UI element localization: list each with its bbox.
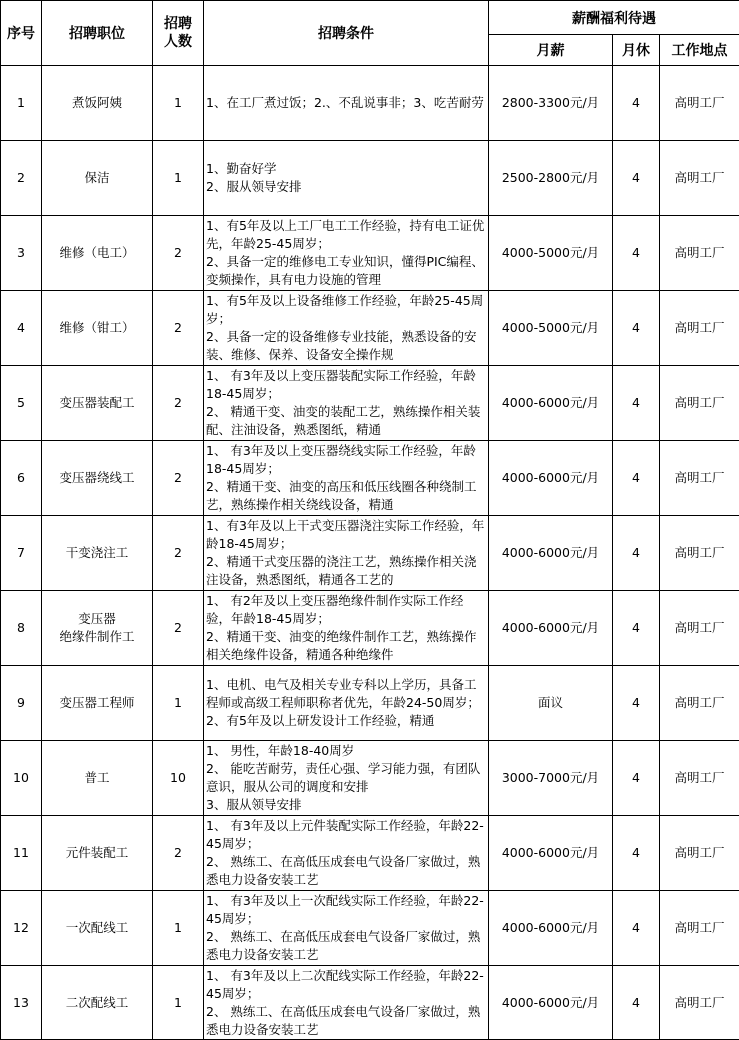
row-seq-text: 9 [17,695,25,710]
row-count-cell [153,666,204,741]
row-seq-text: 8 [17,620,25,635]
row-rest-text: 4 [632,395,640,410]
row-salary-cell [489,291,613,366]
row-location-text: 高明工厂 [674,95,725,110]
row-count-cell [153,741,204,816]
row-position-text: 一次配线工 [65,920,129,935]
row-seq-cell [1,66,42,141]
row-requirements-text: 1、有5年及以上工厂电工工作经验，持有电工证优先，年龄25-45周岁； 2、具备一定的维修电工专业知识，懂得PIC编程、变频操作，具有电力设施的管理 [206,218,485,287]
row-requirements-cell [204,966,489,1040]
row-count-text: 1 [174,170,182,185]
row-salary-cell [489,966,613,1040]
row-location-cell [660,591,739,666]
row-rest-cell [613,816,660,891]
header-position: 招聘职位 [42,1,153,66]
row-requirements-text: 1、 有3年及以上二次配线实际工作经验，年龄22-45周岁； 2、 熟练工、在高低压成套电气设备厂家做过，熟悉电力设备安装工艺 [206,967,484,1037]
row-salary-text: 4000-6000元/月 [501,920,600,935]
row-requirements-cell [204,66,489,141]
row-count-text: 1 [174,695,182,710]
row-salary-text: 面议 [537,695,563,710]
row-count-text: 2 [174,470,182,485]
row-rest-text: 4 [632,620,640,635]
row-count-text: 2 [174,395,182,410]
row-position-cell [42,141,153,216]
row-location-text: 高明工厂 [674,695,725,710]
row-salary-cell [489,66,613,141]
row-seq-cell [1,741,42,816]
header-count: 招聘 人数 [153,1,204,66]
row-seq-text: 5 [17,395,25,410]
row-requirements-text: 1、电机、电气及相关专业专科以上学历，具备工程师或高级工程师职称者优先，年龄24-50周岁； 2、有5年及以上研发设计工作经验，精通 [206,677,480,728]
row-count-text: 2 [174,245,182,260]
row-location-cell [660,291,739,366]
row-rest-text: 4 [632,695,640,710]
row-position-text: 变压器装配工 [59,395,135,410]
row-salary-text: 4000-6000元/月 [501,845,600,860]
row-count-text: 10 [170,770,186,785]
table-row [1,66,739,141]
row-seq-cell [1,516,42,591]
row-seq-text: 4 [17,320,25,335]
row-seq-cell [1,816,42,891]
row-location-cell [660,966,739,1040]
row-seq-cell [1,366,42,441]
row-seq-text: 13 [13,994,29,1010]
table-row [1,891,739,966]
row-location-text: 高明工厂 [674,770,725,785]
row-location-text: 高明工厂 [674,920,725,935]
row-requirements-text: 1、 有3年及以上变压器装配实际工作经验，年龄18-45周岁； 2、 精通干变、油变的装配工艺，熟练操作相关装配、注油设备，熟悉图纸，精通 [206,368,481,437]
row-salary-cell [489,741,613,816]
row-location-cell [660,741,739,816]
row-rest-cell [613,666,660,741]
row-requirements-text: 1、勤奋好学 2、服从领导安排 [206,161,302,194]
row-count-text: 1 [174,994,182,1010]
row-seq-text: 1 [17,95,25,110]
header-salary: 月薪 [489,35,613,66]
row-salary-text: 2500-2800元/月 [501,170,600,185]
row-requirements-cell [204,816,489,891]
row-location-cell [660,816,739,891]
row-seq-cell [1,891,42,966]
row-requirements-cell [204,141,489,216]
row-location-text: 高明工厂 [674,395,725,410]
row-position-cell [42,891,153,966]
header-requirements: 招聘条件 [204,1,489,66]
row-rest-cell [613,966,660,1040]
row-seq-cell [1,591,42,666]
row-salary-cell [489,816,613,891]
row-requirements-text: 1、 有3年及以上元件装配实际工作经验，年龄22-45周岁； 2、 熟练工、在高低压成套电气设备厂家做过，熟悉电力设备安装工艺 [206,818,484,887]
row-position-cell [42,66,153,141]
row-rest-cell [613,741,660,816]
row-rest-cell [613,891,660,966]
row-requirements-text: 1、在工厂煮过饭；2.、不乱说事非；3、吃苦耐劳 [206,95,484,110]
row-salary-cell [489,591,613,666]
row-count-cell [153,516,204,591]
row-position-cell [42,816,153,891]
row-count-text: 2 [174,845,182,860]
row-requirements-cell [204,741,489,816]
row-seq-cell [1,966,42,1040]
row-salary-text: 4000-5000元/月 [501,320,600,335]
header-rest: 月休 [613,35,660,66]
row-position-cell [42,591,153,666]
row-requirements-cell [204,666,489,741]
row-position-cell [42,741,153,816]
row-salary-cell [489,441,613,516]
row-salary-cell [489,216,613,291]
row-requirements-text: 1、 有3年及以上变压器绕线实际工作经验，年龄18-45周岁； 2、精通干变、油变的高压和低压线圈各种绕制工艺，熟练操作相关绕线设备，精通 [206,443,477,512]
row-salary-text: 3000-7000元/月 [501,770,600,785]
row-position-cell [42,441,153,516]
row-rest-text: 4 [632,95,640,110]
row-rest-text: 4 [632,245,640,260]
row-rest-text: 4 [632,170,640,185]
row-salary-text: 2800-3300元/月 [501,95,600,110]
row-rest-text: 4 [632,470,640,485]
row-requirements-cell [204,216,489,291]
row-count-text: 2 [174,545,182,560]
row-location-text: 高明工厂 [674,170,725,185]
row-count-cell [153,366,204,441]
row-position-cell [42,666,153,741]
table-row [1,666,739,741]
row-requirements-cell [204,591,489,666]
row-position-text: 保洁 [84,170,110,185]
row-rest-cell [613,66,660,141]
row-position-text: 维修（电工） [59,245,135,260]
row-rest-cell [613,591,660,666]
row-requirements-text: 1、 男性，年龄18-40周岁 2、 能吃苦耐劳，责任心强、学习能力强，有团队意识，服从公司的调度和安排 3、服从领导安排 [206,743,481,812]
row-requirements-cell [204,891,489,966]
row-count-cell [153,216,204,291]
row-location-text: 高明工厂 [674,994,725,1010]
table-row [1,591,739,666]
row-rest-text: 4 [632,920,640,935]
row-salary-cell [489,516,613,591]
table-row [1,141,739,216]
row-rest-text: 4 [632,994,640,1010]
row-salary-cell [489,891,613,966]
row-count-text: 1 [174,95,182,110]
row-position-cell [42,516,153,591]
row-seq-cell [1,291,42,366]
row-position-text: 煮饭阿姨 [71,95,122,110]
row-location-text: 高明工厂 [674,320,725,335]
row-location-text: 高明工厂 [674,620,725,635]
row-position-cell [42,291,153,366]
row-location-text: 高明工厂 [674,545,725,560]
table-row [1,816,739,891]
row-position-cell [42,366,153,441]
row-count-cell [153,591,204,666]
row-seq-cell [1,441,42,516]
row-location-cell [660,891,739,966]
row-location-cell [660,441,739,516]
row-count-text: 2 [174,320,182,335]
row-requirements-cell [204,291,489,366]
row-rest-cell [613,291,660,366]
row-rest-text: 4 [632,545,640,560]
row-requirements-text: 1、 有2年及以上变压器绝缘件制作实际工作经验，年龄18-45周岁； 2、精通干变、油变的绝缘件制作工艺，熟练操作相关绝缘件设备，精通各种绝缘件 [206,593,477,662]
row-position-text: 二次配线工 [65,994,129,1010]
row-requirements-text: 1、有5年及以上设备维修工作经验，年龄25-45周岁； 2、具备一定的设备维修专业技能，熟悉设备的安装、维修、保养、设备安全操作规 [206,293,484,362]
row-rest-text: 4 [632,845,640,860]
table-body [1,66,739,1040]
row-count-cell [153,291,204,366]
row-seq-text: 7 [17,545,25,560]
row-salary-text: 4000-6000元/月 [501,395,600,410]
row-rest-text: 4 [632,320,640,335]
row-position-cell [42,966,153,1040]
row-count-cell [153,441,204,516]
row-location-text: 高明工厂 [674,470,725,485]
row-position-text: 元件装配工 [65,845,129,860]
row-requirements-cell [204,441,489,516]
row-count-cell [153,141,204,216]
table-row [1,516,739,591]
header-seq: 序号 [1,1,42,66]
row-requirements-cell [204,516,489,591]
row-seq-text: 11 [13,845,29,860]
row-position-text: 变压器绕线工 [59,470,135,485]
table-row [1,441,739,516]
row-salary-text: 4000-6000元/月 [501,545,600,560]
row-position-text: 维修（钳工） [59,320,135,335]
row-rest-cell [613,216,660,291]
row-rest-cell [613,516,660,591]
row-requirements-text: 1、有3年及以上干式变压器浇注实际工作经验，年龄18-45周岁； 2、精通干式变压器的浇注工艺，熟练操作相关浇注设备，熟悉图纸，精通各工艺的 [206,518,485,587]
row-seq-cell [1,216,42,291]
row-position-text: 干变浇注工 [65,545,129,560]
row-seq-cell [1,666,42,741]
table-row [1,966,739,1040]
row-requirements-text: 1、 有3年及以上一次配线实际工作经验，年龄22-45周岁； 2、 熟练工、在高低压成套电气设备厂家做过，熟悉电力设备安装工艺 [206,893,484,962]
row-salary-cell [489,366,613,441]
row-seq-text: 12 [13,920,29,935]
table-row [1,291,739,366]
row-position-text: 变压器工程师 [59,695,135,710]
row-location-cell [660,666,739,741]
row-seq-text: 3 [17,245,25,260]
table-row [1,741,739,816]
row-position-text: 变压器 绝缘件制作工 [59,611,135,644]
row-seq-cell [1,141,42,216]
row-salary-text: 4000-5000元/月 [501,245,600,260]
row-count-cell [153,891,204,966]
row-salary-text: 4000-6000元/月 [501,994,600,1010]
row-rest-text: 4 [632,770,640,785]
header-welfare: 薪酬福利待遇 [489,1,739,35]
row-position-text: 普工 [84,770,110,785]
row-seq-text: 10 [13,770,29,785]
row-salary-text: 4000-6000元/月 [501,620,600,635]
row-location-cell [660,216,739,291]
row-location-text: 高明工厂 [674,845,725,860]
row-salary-cell [489,141,613,216]
row-location-cell [660,66,739,141]
row-location-cell [660,516,739,591]
row-count-cell [153,816,204,891]
row-count-cell [153,66,204,141]
row-count-text: 1 [174,920,182,935]
table-row [1,366,739,441]
row-count-cell [153,966,204,1040]
row-location-cell [660,141,739,216]
row-salary-cell [489,666,613,741]
row-requirements-cell [204,366,489,441]
row-count-text: 2 [174,620,182,635]
row-location-text: 高明工厂 [674,245,725,260]
table-row [1,216,739,291]
header-location: 工作地点 [660,35,739,66]
row-rest-cell [613,366,660,441]
row-position-cell [42,216,153,291]
row-salary-text: 4000-6000元/月 [501,470,600,485]
row-seq-text: 6 [17,470,25,485]
row-rest-cell [613,141,660,216]
row-rest-cell [613,441,660,516]
row-location-cell [660,366,739,441]
row-seq-text: 2 [17,170,25,185]
